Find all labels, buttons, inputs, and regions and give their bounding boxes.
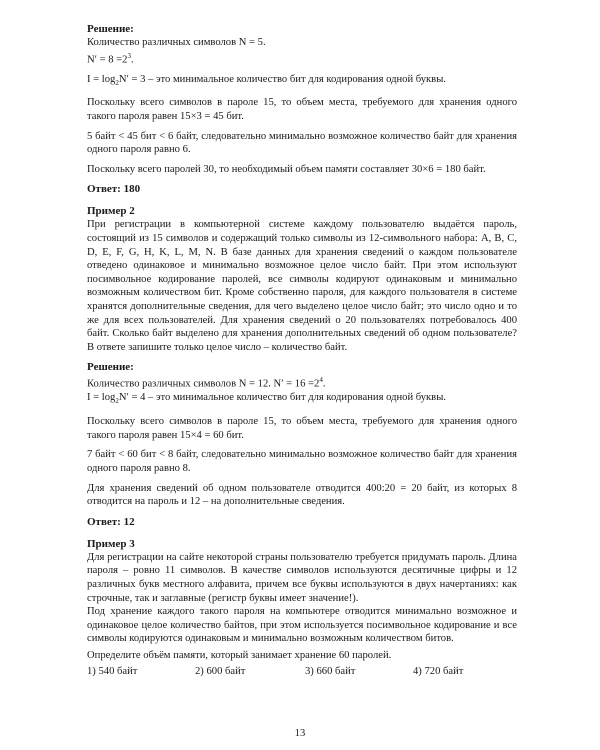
solution1-para3: Поскольку всего паролей 30, то необходимый объем памяти составляет 30×6 = 180 байт. [87,163,486,175]
solution-heading-1: Решение: [87,23,134,35]
option-4: 4) 720 байт [413,666,464,678]
answer-options [87,665,517,679]
example3-heading: Пример 3 [87,537,135,550]
example3-para2: Под хранение каждого такого пароля на компьютере отводится минимально возможное и одинаковое целое количество байтов, при этом используется посимвольное кодирование и все символы кодируются одинаковым и минимально возможным количеством битов. [87,606,517,645]
answer-1: Ответ: 180 [87,183,141,196]
page-number: 13 [294,728,306,739]
option-2: 2) 600 байт [195,666,246,678]
answer-2: Ответ: 12 [87,515,135,528]
example3-para3: Определите объём памяти, который занимает хранение 60 паролей. [87,649,392,661]
option-1: 1) 540 байт [87,666,138,678]
example2-text: При регистрации в компьютерной системе каждому пользователю выдаётся пароль, состоящий из 15 символов и содержащий только символы из 12-символьного набора: A, B, C, D, E, F, G, H, K, L, M, N. В базе данных для хранения сведений о каждом пользователе отведено одинаковое и минимально возможное целое число байт. При этом используют посимвольное кодирование паролей, все символы кодируют одинаковым и минимально возможным количеством бит. Кроме собственно пароля, для каждого пользователя в системе хранятся дополнительные сведения, для чего выделено целое число байт; это число одно и то же для всех пользователей. Для хранения сведений о 20 пользователях потребовалось 400 байт. Сколько байт выделено для хранения дополнительных сведений об одном пользователе? В ответе запишите только целое число – количество байт. [87,219,517,353]
solution2-line1: Количество различных символов N = 12. $N' = 16 =2^4$. [87,376,326,390]
solution1-line2: $N' = 8 =2^3$. [87,51,134,66]
solution-heading-2: Решение: [87,361,134,374]
page-content [87,22,517,679]
solution2-para3: Для хранения сведений об одном пользователе отводится 400:20 = 20 байт, из которых 8 отводится на пароль и 12 – на дополнительные сведения. [87,482,517,508]
example3-para1: Для регистрации на сайте некоторой страны пользователю требуется придумать пароль. Длина пароля – ровно 11 символов. В качестве символов используются десятичные цифры и 12 различных букв местного алфавита, причем все буквы используются в двух начертаниях: как строчные, так и заглавные (регистр буквы имеет значение!). [87,551,517,604]
solution1-para1: Поскольку всего символов в пароле 15, то объем места, требуемого для хранения одного такого пароля равен 15×3 = 45 бит. [87,97,517,123]
solution2-line2: $I = \log_2N' = 4$ – это минимальное количество бит для кодирования одной буквы. [87,392,446,406]
option-3: 3) 660 байт [305,666,356,678]
solution1-para2: 5 байт < 45 бит < 6 байт, следовательно минимально возможное количество байт для хранения одного пароля равно 6. [87,130,517,156]
solution1-line3: $I = \log_2N' = 3$ – это минимальное количество бит для кодирования одной буквы. [87,73,446,87]
solution1-line1: Количество различных символов N = 5. [87,37,266,48]
solution2-para1: Поскольку всего символов в пароле 15, то объем места, требуемого для хранения одного такого пароля равен 15×4 = 60 бит. [87,416,517,441]
example2-heading: Пример 2 [87,205,135,218]
solution2-para2: 7 байт < 60 бит < 8 байт, следовательно минимально возможное количество байт для хранения одного пароля равно 8. [87,449,517,474]
